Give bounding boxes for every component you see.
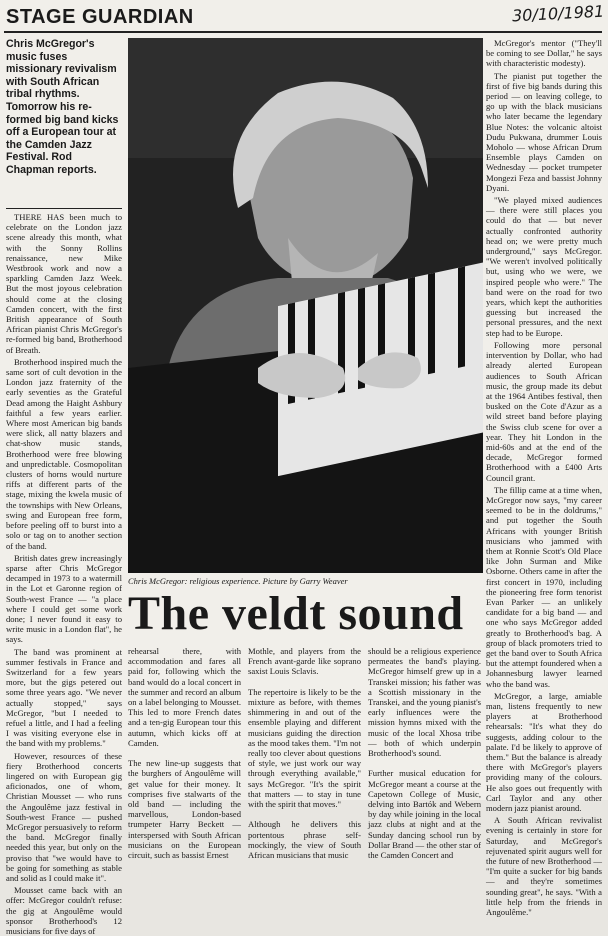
paragraph: Mousset came back with an offer: McGregor couldn't refuse: the gig at Angoulême would sponsor Brotherhood's 12 musicians for five days of bbox=[6, 885, 122, 936]
masthead-rule bbox=[4, 31, 602, 33]
standfirst: Chris McGregor's music fuses missionary revivalism with South African tribal rhythms. Tomorrow his re-formed big band kicks off a European tour at the Camden Jazz Festival. Rod Chapman reports. bbox=[6, 38, 119, 176]
paragraph: The fillip came at a time when, McGregor now says, "my career seemed to be in the doldrums," and put together the South Africans with younger British musicians who jammed with them at Ronnie Scott's Old Place like John Surman and Mike Osborne. Others came in after the first concert in 1970, including the pioneering free form tenorist Evan Parker — an unlikely candidate for a big band — and one who says McGregor added greatly to Brotherhood's bag. A group of black promoters tried to get the band over to South Africa but the attempt foundered when a Johannesburg lawyer learned who the band was. bbox=[486, 484, 602, 689]
standfirst-rule bbox=[6, 208, 122, 209]
paragraph: A South African revivalist evening is certainly in store for Saturday, and McGregor's rejuvenated spirit augurs well for the future of new Brotherhood — "I'm quite a sucker for big bands — and they're sometimes sounding great", he says. "With a little help from the friends in Angoulême." bbox=[486, 815, 602, 918]
article-column-bottom-2: Mothle, and players from the French avant-garde like soprano saxist Louis Sclavis. The repertoire is likely to be the mixture as before, with themes shimmering in and out of the ensemble playing and different musicians guiding the direction as the mood takes them. "I'm not really too clever about questions of style, we just work our way through everything available," says McGregor. "It's the spirit that matters — to stay in tune with the spirit that moves." Although he delivers this portentous phrase self-mockingly, the view of South African musicians that music bbox=[248, 646, 361, 861]
paragraph: Brotherhood inspired much the same sort of cult devotion in the London jazz fraternity of the early seventies as the Grateful Dead among the Haight Ashbury faithful a few years earlier. Where most American big bands were slick, all natty blazers and chat-show music stands, Brotherhood were free blowing and unpredictable. Cosmopolitan clusters of horns would nurture riffs at different parts of the stage, mixing the kwela music of the townships with New Orleans, swing and European free form, before peeling off to burst into a solo or tag on to another section of the band. bbox=[6, 356, 122, 551]
article-column-bottom-3: should be a religious experience permeates the band's playing. McGregor himself grew up in a Transkei mission; his father was a Scottish missionary in the Transkei, and the young pianist's early influences were the mission hymns mixed with the music of the local Xhosa tribe — both of which underpin Brotherhood's sound. Further musical education for McGregor meant a course at the Capetown College of Music, delving into Bartók and Webern by day while joining in the local jazz clubs at night and at the Sunday dancing school run by Dollar Brand — the other star of the Camden Concert and bbox=[368, 646, 481, 861]
paragraph: McGregor's mentor ("They'll be coming to see Dollar," he says with characteristic modesty). bbox=[486, 38, 602, 69]
pianist-photo-illustration bbox=[128, 38, 483, 573]
article-column-bottom-1: rehearsal there, with accommodation and fares all paid for, following which the band would do a local concert in the summer and record an album on a label belonging to Mousset. This led to more French dates and a ten-gig European tour this autumn, which kicks off at Camden. The new line-up suggests that the burghers of Angoulême will get value for their money. It comprises five stalwarts of the old band — including the marvellous, London-based trumpeter Harry Beckett — interspersed with South African musicians on the European circuit, such as bassist Ernest bbox=[128, 646, 241, 861]
paragraph: The pianist put together the first of five big bands during this period — on leaving college, to go up with the black musicians who later became the legendary Blue Notes: the volcanic altoist Dudu Pukwana, drummer Louis Moholo — whose African Drum Ensemble plays Camden on Wednesday — pocket trumpeter Mongezi Feza and bassist Johnny Dyani. bbox=[486, 70, 602, 193]
paragraph: "We played mixed audiences — there were still places you could do that — but never actually confronted authority head on; we were pretty much underground," says McGregor. "We weren't involved politically but, using who we were, we inspired people who were." The band were on the road for two years, which kept the authorities guessing but increased the personal pressures, and the next step had to be Europe. bbox=[486, 195, 602, 338]
paragraph: THERE HAS been much to celebrate on the London jazz scene already this month, what with the Sonny Rollins renaissance, new Mike Westbrook work and now a sparkling Camden Jazz Week. But the most joyous celebration should come at the closing Camden concert, with the first British appearance of South African pianist Chris McGregor's re-formed big band, Brotherhood of Breath. bbox=[6, 212, 122, 355]
photo-caption: Chris McGregor: religious experience. Picture by Garry Weaver bbox=[128, 576, 348, 586]
paragraph: However, resources of these fiery Brotherhood concerts lingered on with European gig aficionados, one of whom, Christian Mousset — who runs the Angoulême jazz festival in South-west France — pushed McGregor persuasively to reform the band. McGregor finally needed this year, but only on the proviso that "we would have to be going for something as stable and solid as I could make it". bbox=[6, 750, 122, 883]
headline: The veldt sound bbox=[128, 587, 464, 640]
masthead: STAGE GUARDIAN bbox=[6, 6, 194, 28]
handwritten-date: 30/10/1981 bbox=[511, 1, 605, 26]
article-column-left bbox=[6, 212, 122, 936]
article-column-right bbox=[486, 38, 602, 918]
paragraph: The band was prominent at summer festivals in France and Switzerland for a few years more, but the gigs petered out some three years ago. "We never actually stopped," says McGregor, "but I needed to refuel a little, and I had a feeling I was visiting everyone else in the band with my problems." bbox=[6, 646, 122, 749]
photo-pianist bbox=[128, 38, 483, 573]
paragraph: British dates grew increasingly sparse after Chris McGregor decamped in 1973 to a watermill in the Lot et Garonne region of South-west France — "a place where I could get some work done; I never found it easy to write music in a London flat", he says. bbox=[6, 552, 122, 645]
paragraph: Following more personal intervention by Dollar, who had already alerted European audiences to South African music, the group made its debut at the 1964 Antibes festival, then busked on the Cote d'Azur as a wild street band before playing the Swiss club scene for over a year. They hit London in the mid-60s and at the end of the decade, McGregor formed Brotherhood with a £400 Arts Council grant. bbox=[486, 339, 602, 483]
paragraph: McGregor, a large, amiable man, listens frequently to new players at Brotherhood rehearsals: "It's what they do suggests, adding colour to the palate. I'd be likely to approve of them." But the balance is already there with McGregor's players providing many of the colours. He also goes out frequently with Carl Taylor and any other modern jazz pianist around. bbox=[486, 690, 602, 814]
